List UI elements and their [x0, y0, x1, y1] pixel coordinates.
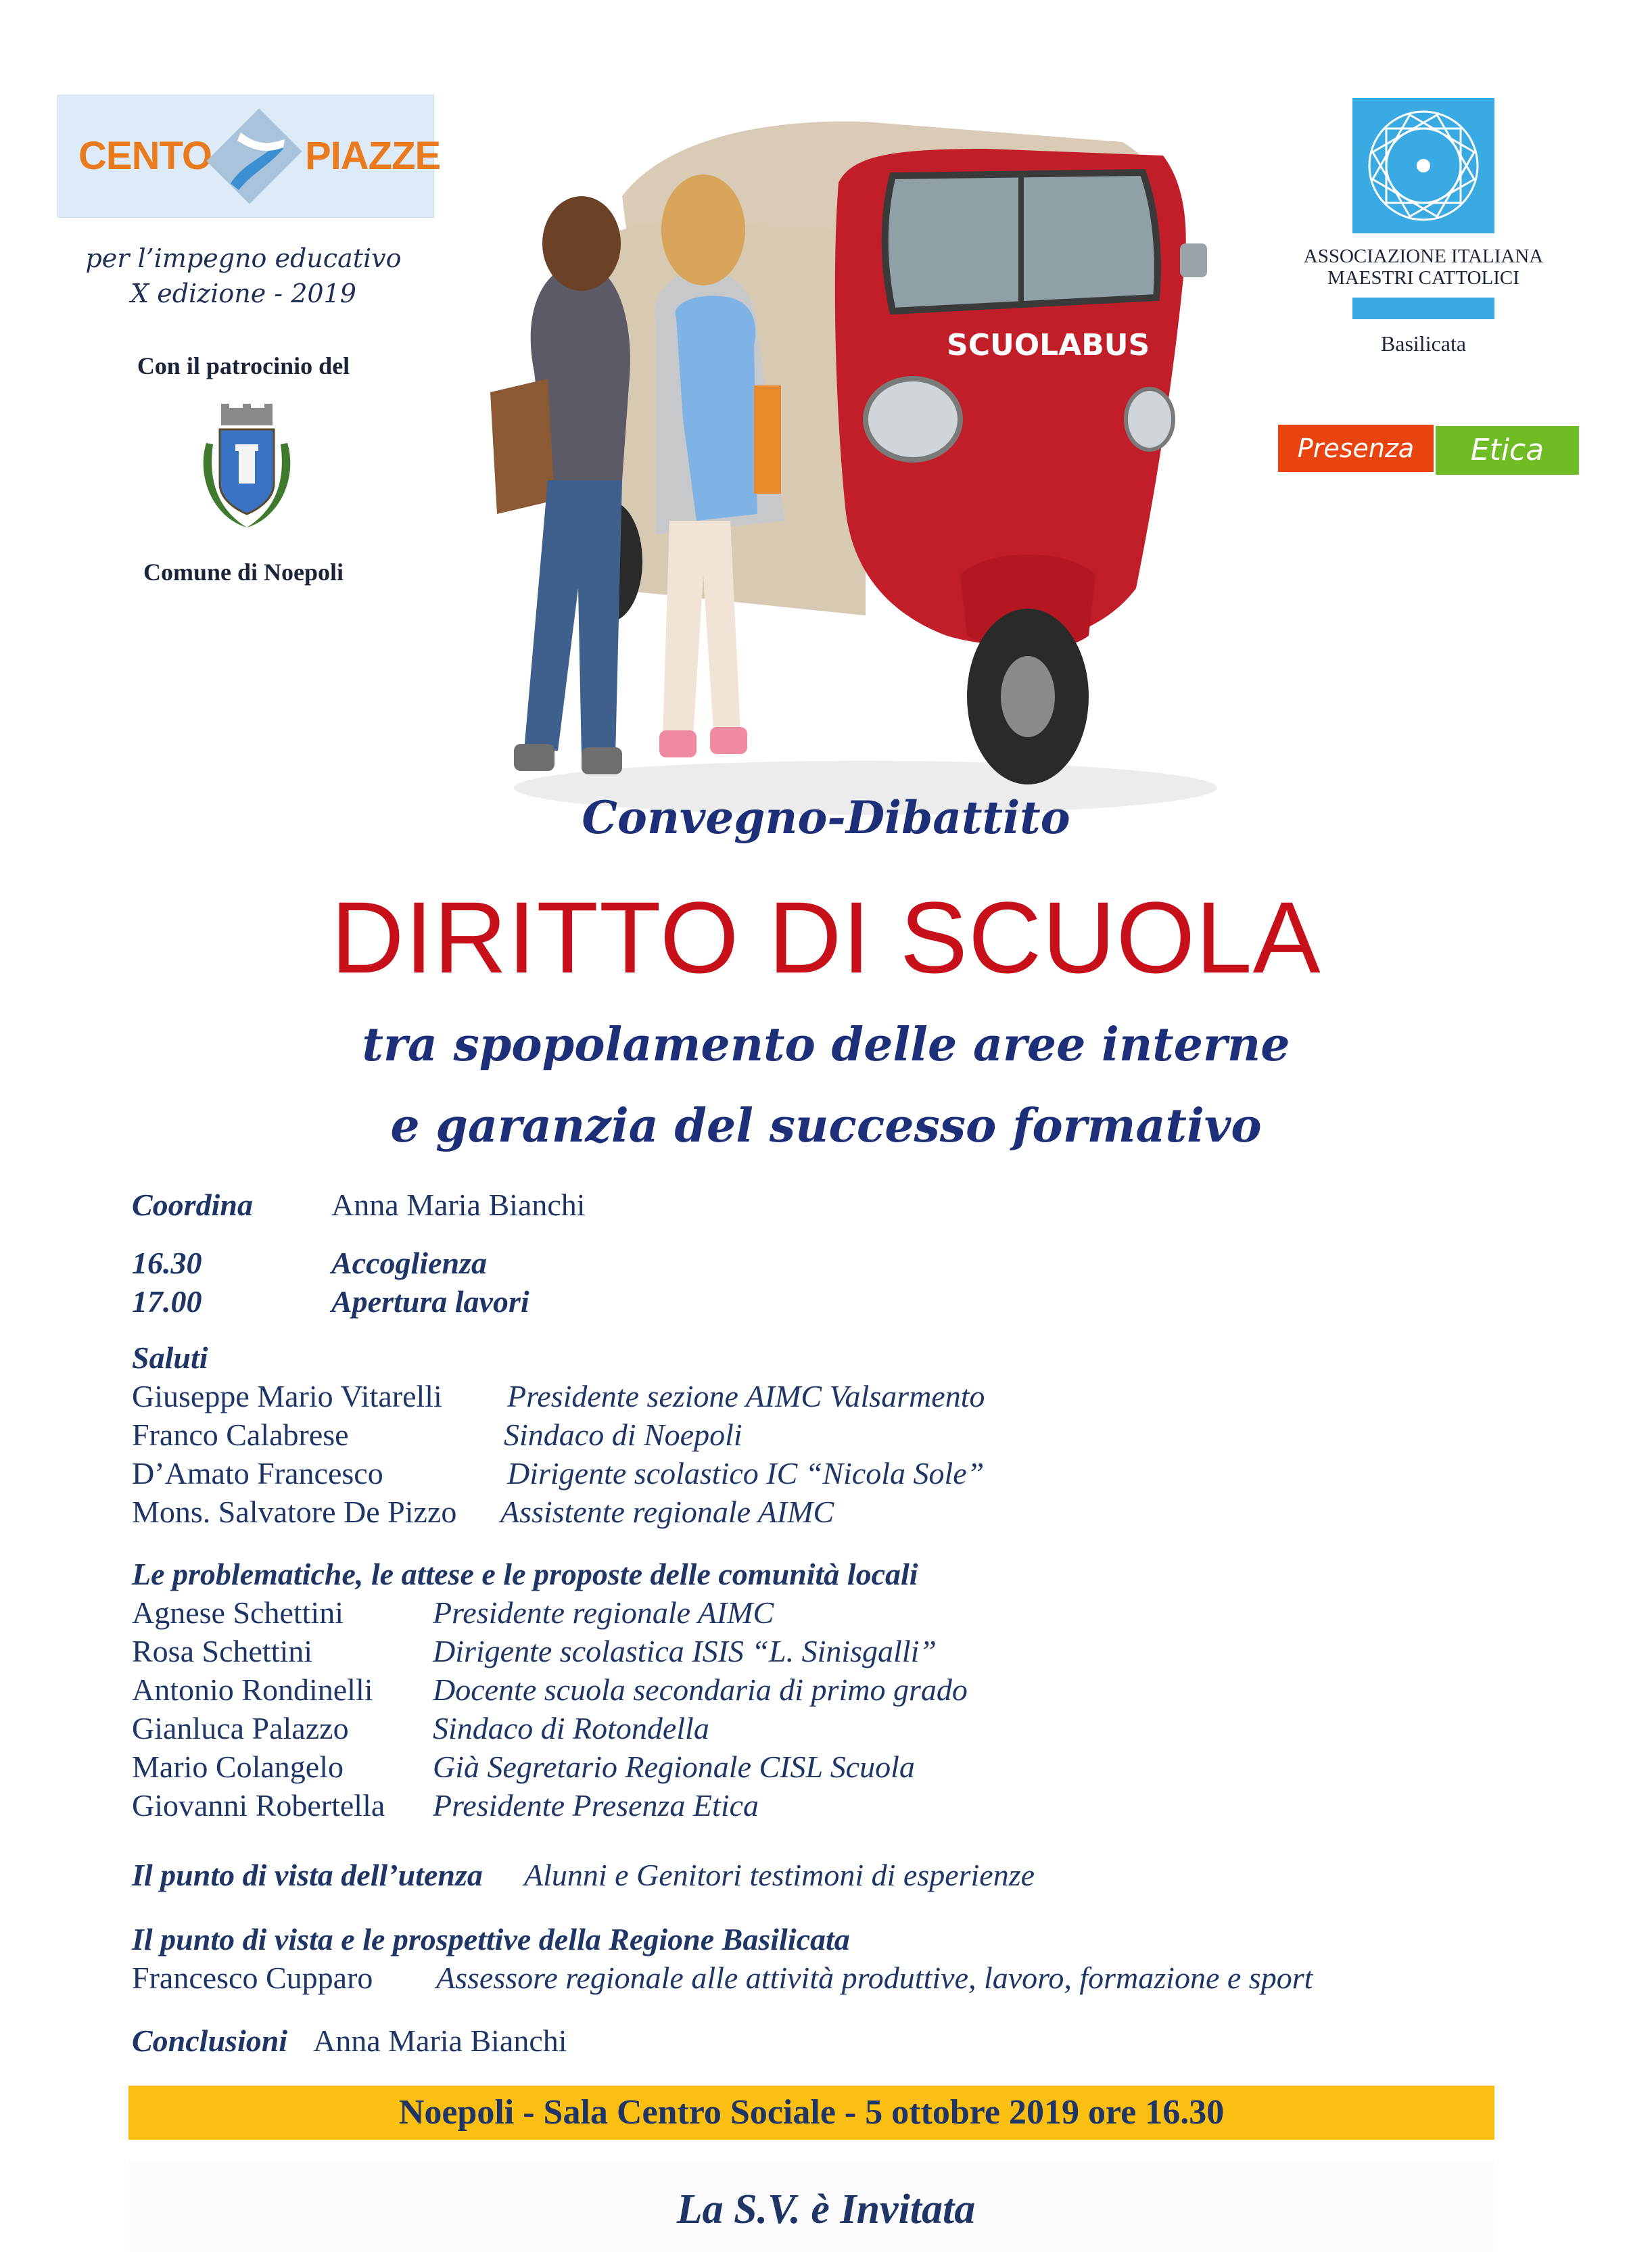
speaker-name: Rosa Schettini — [132, 1634, 313, 1668]
conclusions-name: Anna Maria Bianchi — [313, 2023, 567, 2058]
association-name-line-1: ASSOCIAZIONE ITALIANA — [1303, 245, 1544, 267]
region-heading: Il punto di vista e le prospettive della Regione Basilicata — [132, 1922, 850, 1956]
speaker-role: Presidente regionale AIMC — [433, 1595, 774, 1630]
event-type: Convegno-Dibattito — [582, 791, 1070, 844]
scuolabus-illustration — [379, 101, 1258, 818]
presenza-etica-logo-word-2: Etica — [1436, 426, 1579, 475]
municipality-name: Comune di Noepoli — [143, 559, 344, 586]
presenza-etica-logo-word-1: Presenza — [1278, 425, 1434, 472]
speaker-name: D’Amato Francesco — [132, 1456, 383, 1491]
municipal-crest-icon — [193, 402, 301, 534]
logo-word-cento: CENTO — [78, 134, 212, 178]
speaker-name: Mons. Salvatore De Pizzo — [132, 1495, 457, 1529]
coordinator-name: Anna Maria Bianchi — [331, 1188, 586, 1222]
subtitle-line-2: e garanzia del successo formativo — [390, 1099, 1262, 1153]
tagline-line-1: per l’impegno educativo — [85, 243, 402, 273]
hands-icon — [204, 105, 305, 207]
main-title: DIRITTO DI SCUOLA — [331, 881, 1321, 994]
venue-date-time: Noepoli - Sala Centro Sociale - 5 ottobre 2019 ore 16.30 — [398, 2093, 1225, 2132]
speaker-name: Franco Calabrese — [132, 1417, 349, 1452]
schedule-time: 16.30 — [132, 1246, 202, 1280]
speaker-name: Antonio Rondinelli — [132, 1672, 373, 1707]
schedule-time: 17.00 — [132, 1284, 202, 1319]
association-name-line-2: MAESTRI CATTOLICI — [1327, 267, 1519, 289]
speaker-role: Presidente Presenza Etica — [433, 1788, 759, 1823]
speaker-name: Agnese Schettini — [132, 1595, 344, 1630]
cento-piazze-logo — [57, 95, 441, 218]
tagline-line-2: X edizione - 2019 — [131, 279, 356, 308]
speaker-name: Giovanni Robertella — [132, 1788, 385, 1823]
speaker-name: Giuseppe Mario Vitarelli — [132, 1379, 442, 1413]
speaker-role: Docente scuola secondaria di primo grado — [433, 1672, 968, 1707]
conclusions-label: Conclusioni — [132, 2023, 288, 2058]
schedule-activity: Accoglienza — [331, 1246, 487, 1280]
speaker-role: Dirigente scolastica ISIS “L. Sinisgalli” — [433, 1634, 937, 1668]
subtitle-line-1: tra spopolamento delle aree interne — [362, 1018, 1290, 1072]
users-heading: Il punto di vista dell’utenza — [132, 1858, 483, 1892]
speaker-name: Gianluca Palazzo — [132, 1711, 349, 1745]
users-text: Alunni e Genitori testimoni di esperienze — [524, 1858, 1035, 1892]
invitation-text: La S.V. è Invitata — [676, 2186, 976, 2232]
aimc-logo-icon — [1352, 98, 1494, 233]
aimc-logo-bar — [1352, 298, 1494, 319]
speaker-name: Francesco Cupparo — [132, 1961, 373, 1995]
communities-heading: Le problematiche, le attese e le proposte delle comunità locali — [132, 1557, 918, 1591]
speaker-role: Dirigente scolastico IC “Nicola Sole” — [507, 1456, 985, 1491]
speaker-role: Sindaco di Rotondella — [433, 1711, 709, 1745]
greetings-heading: Saluti — [132, 1340, 208, 1375]
logo-word-piazze: PIAZZE — [305, 134, 441, 178]
speaker-role: Assistente regionale AIMC — [500, 1495, 834, 1529]
vehicle-label: SCUOLABUS — [947, 328, 1150, 362]
speaker-name: Mario Colangelo — [132, 1750, 344, 1784]
speaker-role: Sindaco di Noepoli — [504, 1417, 742, 1452]
speaker-role: Presidente sezione AIMC Valsarmento — [507, 1379, 985, 1413]
speaker-role: Assessore regionale alle attività produttive, lavoro, formazione e sport — [436, 1961, 1313, 1995]
association-region: Basilicata — [1380, 331, 1467, 356]
schedule-activity: Apertura lavori — [331, 1284, 529, 1319]
coordinator-label: Coordina — [132, 1188, 253, 1222]
patronage-label: Con il patrocinio del — [137, 352, 350, 379]
speaker-role: Già Segretario Regionale CISL Scuola — [433, 1750, 915, 1784]
